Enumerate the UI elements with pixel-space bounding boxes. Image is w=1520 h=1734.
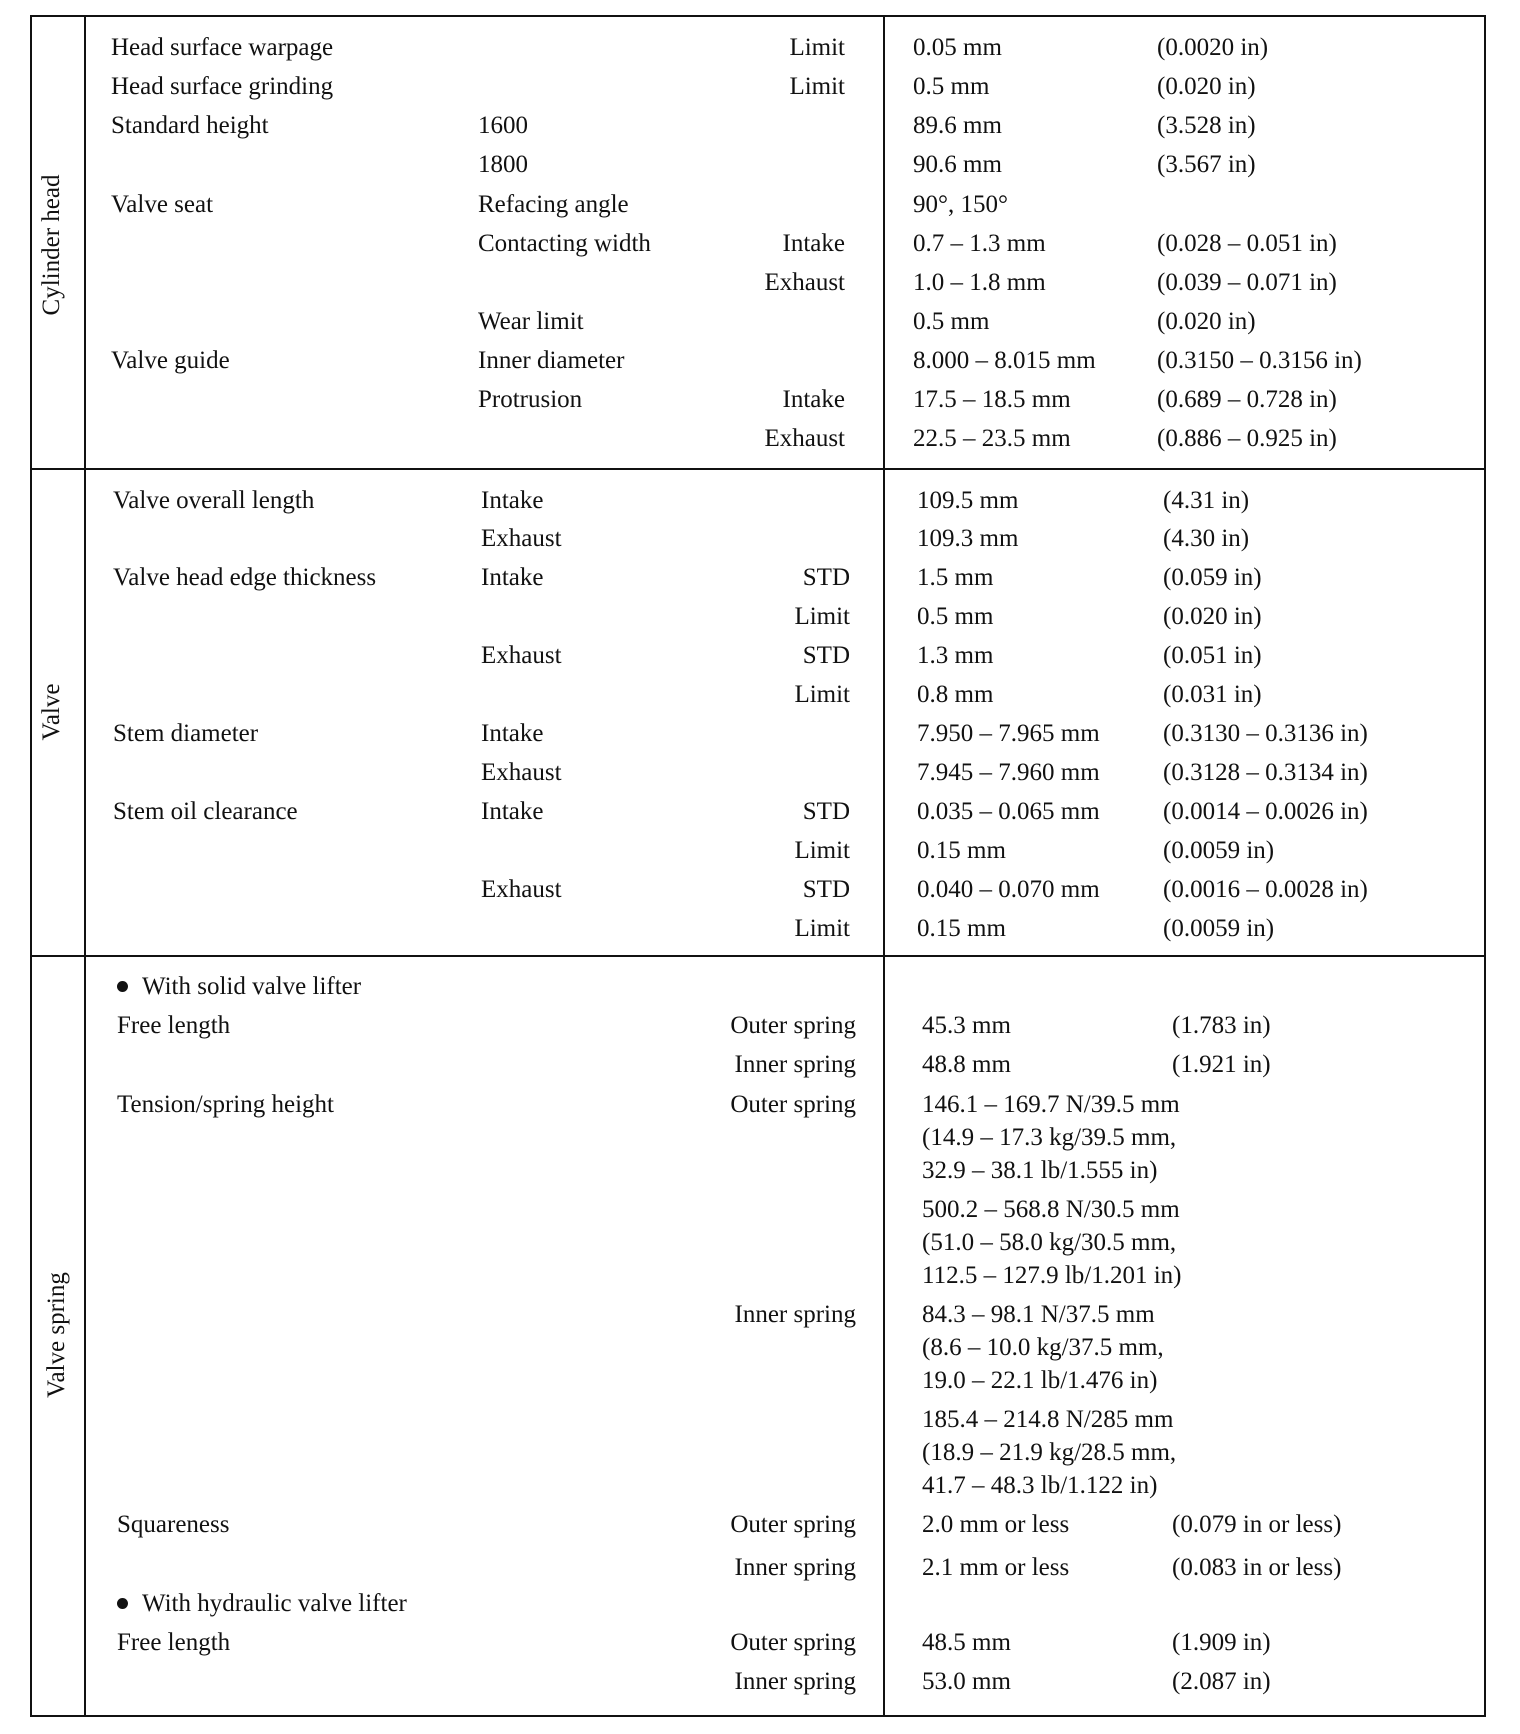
metric-value: 1.3 mm — [917, 642, 994, 669]
metric-value: 0.05 mm — [913, 34, 1002, 61]
item-subtype: Refacing angle — [478, 191, 629, 218]
metric-value: 90°, 150° — [913, 191, 1008, 218]
imperial-value: (0.3150 – 0.3156 in) — [1157, 347, 1362, 374]
item-subtype: Exhaust — [481, 876, 562, 903]
metric-value: 109.3 mm — [917, 525, 1019, 552]
imperial-value: (0.0020 in) — [1157, 34, 1269, 61]
metric-value: (51.0 – 58.0 kg/30.5 mm, — [922, 1229, 1177, 1256]
metric-value: 17.5 – 18.5 mm — [913, 386, 1071, 413]
item-condition: STD — [802, 798, 850, 825]
item-condition: STD — [802, 642, 850, 669]
item-condition: Intake — [782, 386, 845, 413]
bullet-icon — [117, 981, 128, 992]
imperial-value: (0.3128 – 0.3134 in) — [1163, 759, 1368, 786]
metric-value: 48.8 mm — [922, 1051, 1011, 1078]
item-condition: Inner spring — [734, 1668, 856, 1695]
metric-value: (8.6 – 10.0 kg/37.5 mm, — [922, 1334, 1164, 1361]
metric-value: 41.7 – 48.3 lb/1.122 in) — [922, 1472, 1158, 1499]
imperial-value: (0.020 in) — [1163, 603, 1262, 630]
metric-value: 2.1 mm or less — [922, 1554, 1070, 1581]
item-name: Tension/spring height — [117, 1091, 334, 1118]
metric-value: 0.5 mm — [913, 308, 990, 335]
metric-value: 146.1 – 169.7 N/39.5 mm — [922, 1091, 1180, 1118]
imperial-value: (0.0016 – 0.0028 in) — [1163, 876, 1368, 903]
metric-value: 89.6 mm — [913, 112, 1002, 139]
metric-value: 7.950 – 7.965 mm — [917, 720, 1100, 747]
imperial-value: (4.31 in) — [1163, 487, 1250, 514]
imperial-value: (0.689 – 0.728 in) — [1157, 386, 1337, 413]
table-left-border — [30, 15, 32, 1717]
metric-value: 1.0 – 1.8 mm — [913, 269, 1046, 296]
item-condition: Outer spring — [730, 1511, 856, 1538]
imperial-value: (2.087 in) — [1172, 1668, 1271, 1695]
section-label-cylinder-head: Cylinder head — [38, 174, 65, 316]
metric-value: 90.6 mm — [913, 151, 1002, 178]
metric-value: 0.8 mm — [917, 681, 994, 708]
item-subtype: 1600 — [478, 112, 528, 139]
metric-value: 32.9 – 38.1 lb/1.555 in) — [922, 1157, 1158, 1184]
item-name: Free length — [117, 1629, 231, 1656]
imperial-value: (0.079 in or less) — [1172, 1511, 1342, 1538]
item-condition: Inner spring — [734, 1554, 856, 1581]
item-name: Standard height — [111, 112, 269, 139]
metric-value: 45.3 mm — [922, 1012, 1011, 1039]
metric-value: 500.2 – 568.8 N/30.5 mm — [922, 1196, 1180, 1223]
item-subtype: Inner diameter — [478, 347, 625, 374]
imperial-value: (3.528 in) — [1157, 112, 1256, 139]
metric-value: 19.0 – 22.1 lb/1.476 in) — [922, 1367, 1158, 1394]
imperial-value: (0.028 – 0.051 in) — [1157, 230, 1337, 257]
metric-value: (18.9 – 21.9 kg/28.5 mm, — [922, 1439, 1177, 1466]
metric-value: 22.5 – 23.5 mm — [913, 425, 1071, 452]
imperial-value: (0.039 – 0.071 in) — [1157, 269, 1337, 296]
item-name: Squareness — [117, 1511, 230, 1538]
imperial-value: (0.3130 – 0.3136 in) — [1163, 720, 1368, 747]
imperial-value: (4.30 in) — [1163, 525, 1250, 552]
metric-value: (14.9 – 17.3 kg/39.5 mm, — [922, 1124, 1177, 1151]
item-condition: Outer spring — [730, 1012, 856, 1039]
imperial-value: (1.783 in) — [1172, 1012, 1271, 1039]
imperial-value: (0.0014 – 0.0026 in) — [1163, 798, 1368, 825]
item-name: Head surface grinding — [111, 73, 334, 100]
metric-value: 0.035 – 0.065 mm — [917, 798, 1100, 825]
metric-value: 8.000 – 8.015 mm — [913, 347, 1096, 374]
item-subtype: Exhaust — [481, 525, 562, 552]
table-bottom-border — [30, 1715, 1486, 1717]
imperial-value: (0.020 in) — [1157, 73, 1256, 100]
item-subtype: Wear limit — [478, 308, 584, 335]
item-subtype: Intake — [481, 798, 544, 825]
subheading-text: With solid valve lifter — [142, 973, 362, 1000]
metric-value: 0.5 mm — [917, 603, 994, 630]
section-divider-2 — [30, 955, 1486, 957]
item-name: Head surface warpage — [111, 34, 334, 61]
metric-value: 53.0 mm — [922, 1668, 1011, 1695]
item-condition: Limit — [789, 34, 845, 61]
metric-value: 0.15 mm — [917, 915, 1006, 942]
label-column-divider — [84, 15, 86, 1717]
section-divider-1 — [30, 468, 1486, 470]
table-right-border — [1484, 15, 1486, 1717]
subheading — [117, 972, 361, 1002]
metric-value: 84.3 – 98.1 N/37.5 mm — [922, 1301, 1155, 1328]
imperial-value: (3.567 in) — [1157, 151, 1256, 178]
item-name: Free length — [117, 1012, 231, 1039]
imperial-value: (0.020 in) — [1157, 308, 1256, 335]
metric-value: 2.0 mm or less — [922, 1511, 1070, 1538]
item-condition: Limit — [794, 681, 850, 708]
metric-value: 185.4 – 214.8 N/285 mm — [922, 1406, 1174, 1433]
item-condition: Limit — [794, 837, 850, 864]
item-condition: STD — [802, 564, 850, 591]
metric-value: 0.7 – 1.3 mm — [913, 230, 1046, 257]
item-condition: Inner spring — [734, 1301, 856, 1328]
metric-value: 0.15 mm — [917, 837, 1006, 864]
item-condition: Exhaust — [764, 425, 845, 452]
item-name: Stem oil clearance — [113, 798, 298, 825]
item-condition: Exhaust — [764, 269, 845, 296]
item-condition: Limit — [794, 603, 850, 630]
item-condition: Limit — [789, 73, 845, 100]
imperial-value: (0.0059 in) — [1163, 915, 1275, 942]
subheading-text: With hydraulic valve lifter — [142, 1590, 407, 1617]
imperial-value: (0.059 in) — [1163, 564, 1262, 591]
metric-value: 112.5 – 127.9 lb/1.201 in) — [922, 1262, 1182, 1289]
imperial-value: (1.921 in) — [1172, 1051, 1271, 1078]
value-column-divider — [883, 15, 885, 1717]
section-label-valve-spring: Valve spring — [43, 1272, 70, 1398]
item-subtype: Intake — [481, 720, 544, 747]
item-name: Stem diameter — [113, 720, 259, 747]
item-subtype: Intake — [481, 487, 544, 514]
item-condition: Limit — [794, 915, 850, 942]
bullet-icon — [117, 1598, 128, 1609]
imperial-value: (1.909 in) — [1172, 1629, 1271, 1656]
item-name: Valve overall length — [113, 487, 315, 514]
item-condition: Inner spring — [734, 1051, 856, 1078]
section-label-valve: Valve — [38, 683, 65, 741]
table-top-border — [30, 15, 1486, 17]
imperial-value: (0.886 – 0.925 in) — [1157, 425, 1337, 452]
item-name: Valve guide — [111, 347, 230, 374]
metric-value: 0.040 – 0.070 mm — [917, 876, 1100, 903]
metric-value: 7.945 – 7.960 mm — [917, 759, 1100, 786]
item-subtype: Exhaust — [481, 642, 562, 669]
item-condition: Outer spring — [730, 1091, 856, 1118]
subheading — [117, 1589, 407, 1619]
metric-value: 48.5 mm — [922, 1629, 1011, 1656]
item-subtype: Intake — [481, 564, 544, 591]
item-subtype: Protrusion — [478, 386, 583, 413]
imperial-value: (0.051 in) — [1163, 642, 1262, 669]
item-name: Valve head edge thickness — [113, 564, 377, 591]
item-subtype: 1800 — [478, 151, 528, 178]
item-subtype: Contacting width — [478, 230, 651, 257]
imperial-value: (0.031 in) — [1163, 681, 1262, 708]
item-subtype: Exhaust — [481, 759, 562, 786]
item-condition: Intake — [782, 230, 845, 257]
metric-value: 109.5 mm — [917, 487, 1019, 514]
item-condition: STD — [802, 876, 850, 903]
item-name: Valve seat — [111, 191, 214, 218]
item-condition: Outer spring — [730, 1629, 856, 1656]
imperial-value: (0.083 in or less) — [1172, 1554, 1342, 1581]
imperial-value: (0.0059 in) — [1163, 837, 1275, 864]
metric-value: 0.5 mm — [913, 73, 990, 100]
metric-value: 1.5 mm — [917, 564, 994, 591]
